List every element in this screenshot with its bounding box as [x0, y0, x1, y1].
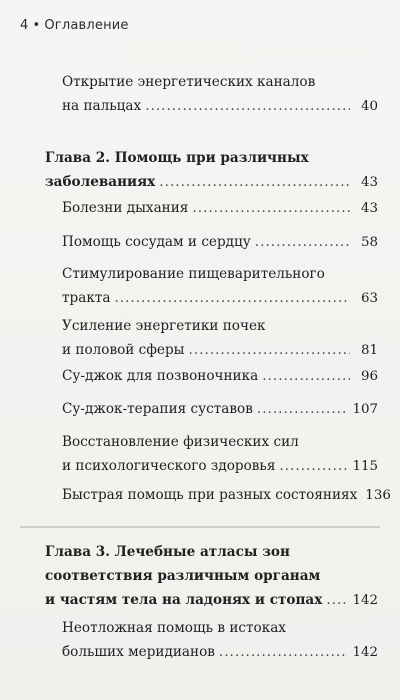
- toc-entry-title-line: Восстановление физических сил: [62, 434, 299, 450]
- toc-chapter-title-line: Глава 3. Лечебные атласы зон: [45, 544, 290, 560]
- toc-page-number: 115: [352, 459, 378, 474]
- toc-entry-title-line: и половой сферы: [62, 342, 185, 358]
- toc-page-number: 63: [360, 291, 378, 306]
- dot-leader: [159, 170, 350, 194]
- toc-page-number: 107: [352, 402, 378, 417]
- toc-entry-title-line: Болезни дыхания: [62, 200, 189, 216]
- toc-entry-emergency-meridians: [62, 616, 378, 665]
- toc-chapter-title-line: и частям тела на ладонях и стопах: [45, 592, 323, 608]
- section-title: Оглавление: [44, 18, 129, 33]
- dot-leader: [279, 454, 348, 478]
- toc-chapter-title-line: Глава 2. Помощь при различных: [45, 150, 309, 166]
- header-separator: •: [32, 18, 41, 33]
- dot-leader: [114, 286, 350, 310]
- toc-page-number: 43: [360, 201, 378, 216]
- toc-entry-energy-channels: [62, 70, 378, 119]
- dot-leader: [257, 397, 349, 421]
- toc-entry-spine: [62, 364, 378, 389]
- toc-entry-joints: [62, 397, 378, 422]
- toc-entry-heart-vessels: [62, 230, 378, 255]
- section-divider: [20, 526, 380, 528]
- dot-leader: [188, 338, 350, 362]
- toc-entry-title-line: тракта: [62, 290, 111, 306]
- toc-page-number: 136: [365, 488, 391, 503]
- toc-entry-kidney-energy: [62, 314, 378, 363]
- toc-page-number: 142: [352, 593, 378, 608]
- toc-page-number: 96: [360, 369, 378, 384]
- toc-entry-recovery: [62, 430, 378, 479]
- toc-page-number: 43: [360, 175, 378, 190]
- dot-leader: [219, 640, 349, 664]
- toc-entry-title-line: и психологического здоровья: [62, 458, 276, 474]
- toc-entry-title-line: Су-джок для позвоночника: [62, 368, 259, 384]
- toc-chapter-title-line: соответствия различным органам: [45, 568, 321, 584]
- toc-entry-title-line: Су-джок-терапия суставов: [62, 401, 253, 417]
- toc-entry-title-line: Стимулирование пищеварительного: [62, 266, 325, 282]
- toc-entry-title-line: больших меридианов: [62, 644, 215, 660]
- dot-leader: [145, 94, 350, 118]
- toc-entry-title-line: Неотложная помощь в истоках: [62, 620, 286, 636]
- toc-page-number: 81: [360, 343, 378, 358]
- dot-leader: [326, 588, 348, 612]
- toc-entry-digestive: [62, 262, 378, 311]
- toc-entry-respiratory: [62, 196, 378, 221]
- toc-chapter-title-line: заболеваниях: [45, 174, 156, 190]
- toc-entry-title-line: Усиление энергетики почек: [62, 318, 266, 334]
- toc-page-number: 58: [360, 235, 378, 250]
- toc-page-number: 40: [360, 99, 378, 114]
- dot-leader: [255, 230, 350, 254]
- toc-entry-title-line: Быстрая помощь при разных состояниях: [62, 487, 358, 503]
- toc-entry-title-line: Помощь сосудам и сердцу: [62, 234, 251, 250]
- toc-page-number: 142: [352, 645, 378, 660]
- toc-chapter-2: [45, 146, 378, 195]
- dot-leader: [192, 196, 350, 220]
- toc-entry-title-line: на пальцах: [62, 98, 142, 114]
- toc-chapter-3: [45, 540, 378, 613]
- toc-entry-quick-help: [62, 483, 391, 508]
- dot-leader: [262, 364, 350, 388]
- page-number: 4: [20, 18, 29, 33]
- toc-entry-title-line: Открытие энергетических каналов: [62, 74, 316, 90]
